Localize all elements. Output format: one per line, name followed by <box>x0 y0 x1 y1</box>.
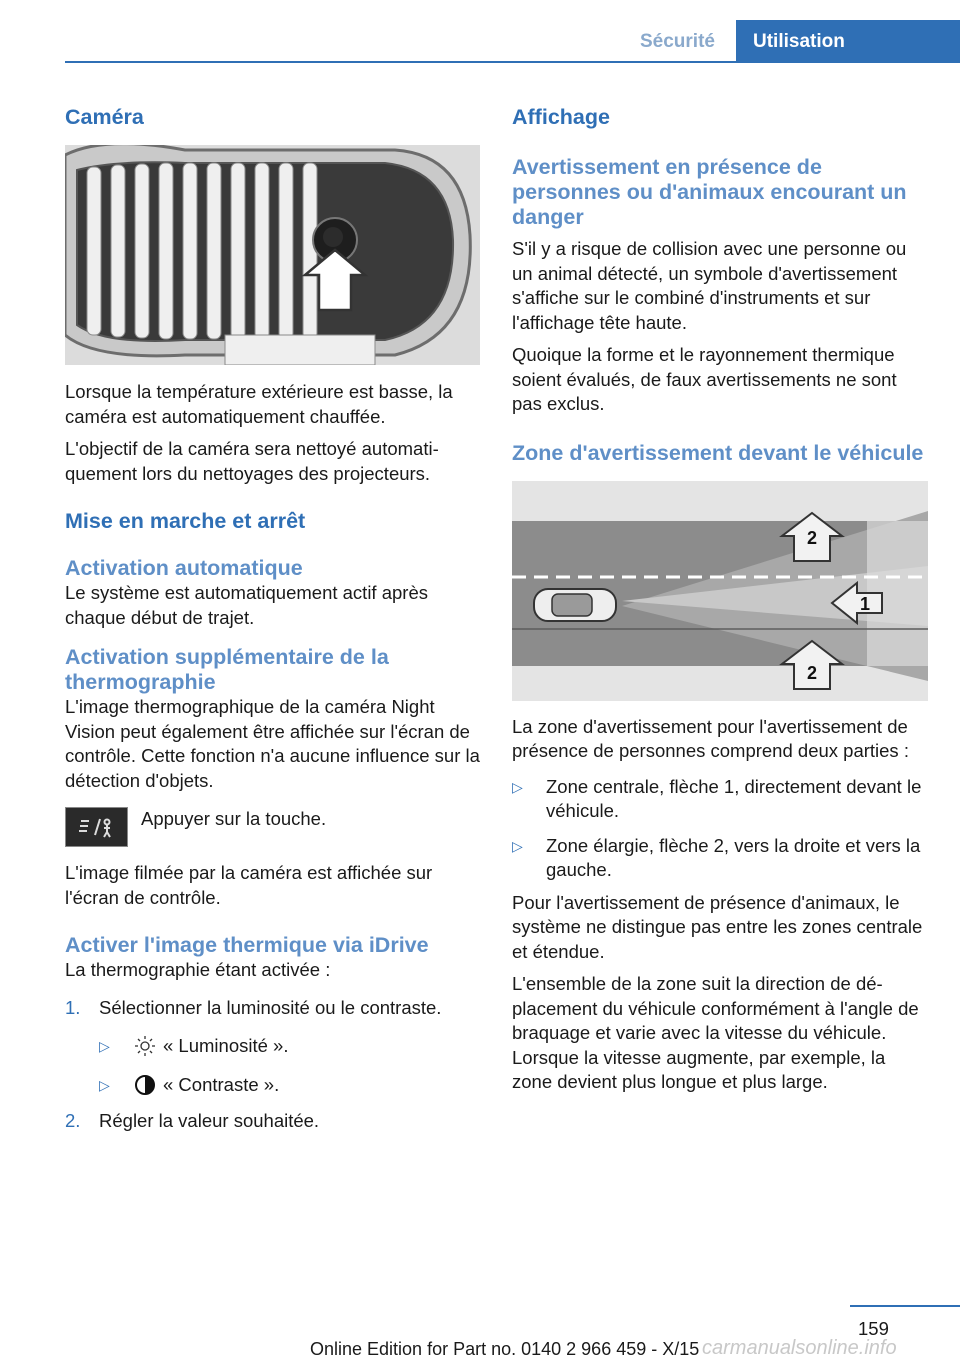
zone-bullet-text: Zone élargie, flèche 2, vers la droite et vers la gauche. <box>546 834 921 880</box>
key-instruction <box>65 807 480 847</box>
zone-bullet <box>512 834 928 883</box>
contrast-icon <box>133 1073 157 1097</box>
p-heating: Lorsque la température extérieure est basse, la caméra est automatiquement chauffée. <box>65 381 453 427</box>
diagram-label-center: 1 <box>859 593 871 614</box>
substep-list <box>99 1034 480 1097</box>
step-text: Sélectionner la luminosité ou le contraste. <box>99 996 442 1018</box>
zone-bullet-text: Zone centrale, flèche 1, directement devant le véhicule. <box>546 775 922 821</box>
switch-heading: Mise en marche et arrêt <box>65 509 306 533</box>
auto-heading: Activation automatique <box>65 556 303 580</box>
zone-bullets <box>512 775 928 883</box>
warning-zone-figure <box>512 481 928 701</box>
footer-edition: Online Edition for Part no. 0140 2 966 459 - X/15 <box>310 1339 700 1359</box>
bullet-triangle-icon: ▷ <box>512 837 523 854</box>
p-cleaning: L'objectif de la caméra sera nettoyé automatiquement lors du nettoyages des projecteurs. <box>65 438 439 484</box>
warning-zone-diagram <box>512 481 928 701</box>
substep-item <box>99 1034 480 1059</box>
page-header <box>0 0 960 64</box>
tab-utilisation-label: Utilisation <box>753 31 845 52</box>
diagram-label-bottom: 2 <box>806 662 818 683</box>
zone-heading: Zone d'avertissement devant le véhicule <box>512 440 924 465</box>
camera-grille-figure <box>65 145 480 365</box>
p-idrive-intro: La thermographie étant activée : <box>65 959 331 980</box>
car-icon <box>534 589 616 621</box>
page-number: 159 <box>858 1318 889 1339</box>
p-extra: L'image thermographique de la caméra Night Vision peut également être affichée sur l'écran de contrôle. Cette fonction n'a aucune influence sur la détection d'objets. <box>65 696 480 791</box>
p-zone-3: L'ensemble de la zone suit la direction de déplacement du véhicule conformément à l'angle de braquage et varie avec la vitesse du véhicule. Lorsque la vitesse augmente, par exemple, la zone devient plus longue et plus large. <box>512 973 919 1092</box>
tab-utilisation[interactable] <box>736 20 960 62</box>
substep-text: « Luminosité ». <box>163 1035 289 1056</box>
p-press: Appuyer sur la touche. <box>141 808 327 829</box>
step-item <box>65 996 480 1098</box>
diagram-label-top: 2 <box>806 527 818 548</box>
extra-heading: Activation supplémentaire de la thermographie <box>65 645 389 694</box>
bullet-triangle-icon: ▷ <box>99 1038 110 1054</box>
bullet-triangle-icon: ▷ <box>512 778 523 795</box>
p-auto: Le système est automatiquement actif après chaque début de trajet. <box>65 582 428 628</box>
idrive-steps <box>65 996 480 1134</box>
p-warn-2: Quoique la forme et le rayonnement thermique soient évalués, de faux avertissements ne sont pas exclus. <box>512 344 897 414</box>
step-number: 2. <box>65 1110 81 1131</box>
tab-securite[interactable]: Sécurité <box>640 31 715 52</box>
step-item <box>65 1109 480 1134</box>
display-heading: Affichage <box>512 105 610 129</box>
idrive-heading: Activer l'image thermique via iDrive <box>65 933 429 957</box>
p-zone-1: La zone d'avertissement pour l'avertissement de présence de personnes comprend deux parties : <box>512 715 909 761</box>
substep-item <box>99 1073 480 1098</box>
header-rule <box>65 61 960 63</box>
watermark: carmanualsonline.info <box>702 1337 897 1359</box>
substep-text: « Contraste ». <box>163 1073 280 1095</box>
night-vision-key-icon[interactable] <box>65 807 128 847</box>
brightness-icon <box>133 1034 157 1058</box>
step-number: 1. <box>65 996 81 1018</box>
p-zone-2: Pour l'avertissement de présence d'animaux, le système ne distingue pas entre les zones centrale et étendue. <box>512 891 923 962</box>
camera-heading: Caméra <box>65 105 144 129</box>
p-image: L'image filmée par la caméra est affichée sur l'écran de contrôle. <box>65 862 433 908</box>
grille-illustration <box>65 145 480 365</box>
footer-rule <box>850 1305 960 1307</box>
bullet-triangle-icon: ▷ <box>99 1076 110 1093</box>
left-column <box>65 100 480 1134</box>
step-text: Régler la valeur souhaitée. <box>99 1110 320 1131</box>
p-warn-1: S'il y a risque de collision avec une personne ou un animal détecté, un symbole d'avertissement s'affiche sur le combiné d'instruments et sur l'affichage tête haute. <box>512 238 907 333</box>
right-column <box>512 100 928 1095</box>
night-vision-symbol-icon <box>77 815 117 839</box>
warn-heading: Avertissement en présence de personnes ou d'animaux encourant un danger <box>512 155 907 229</box>
zone-bullet <box>512 775 928 824</box>
